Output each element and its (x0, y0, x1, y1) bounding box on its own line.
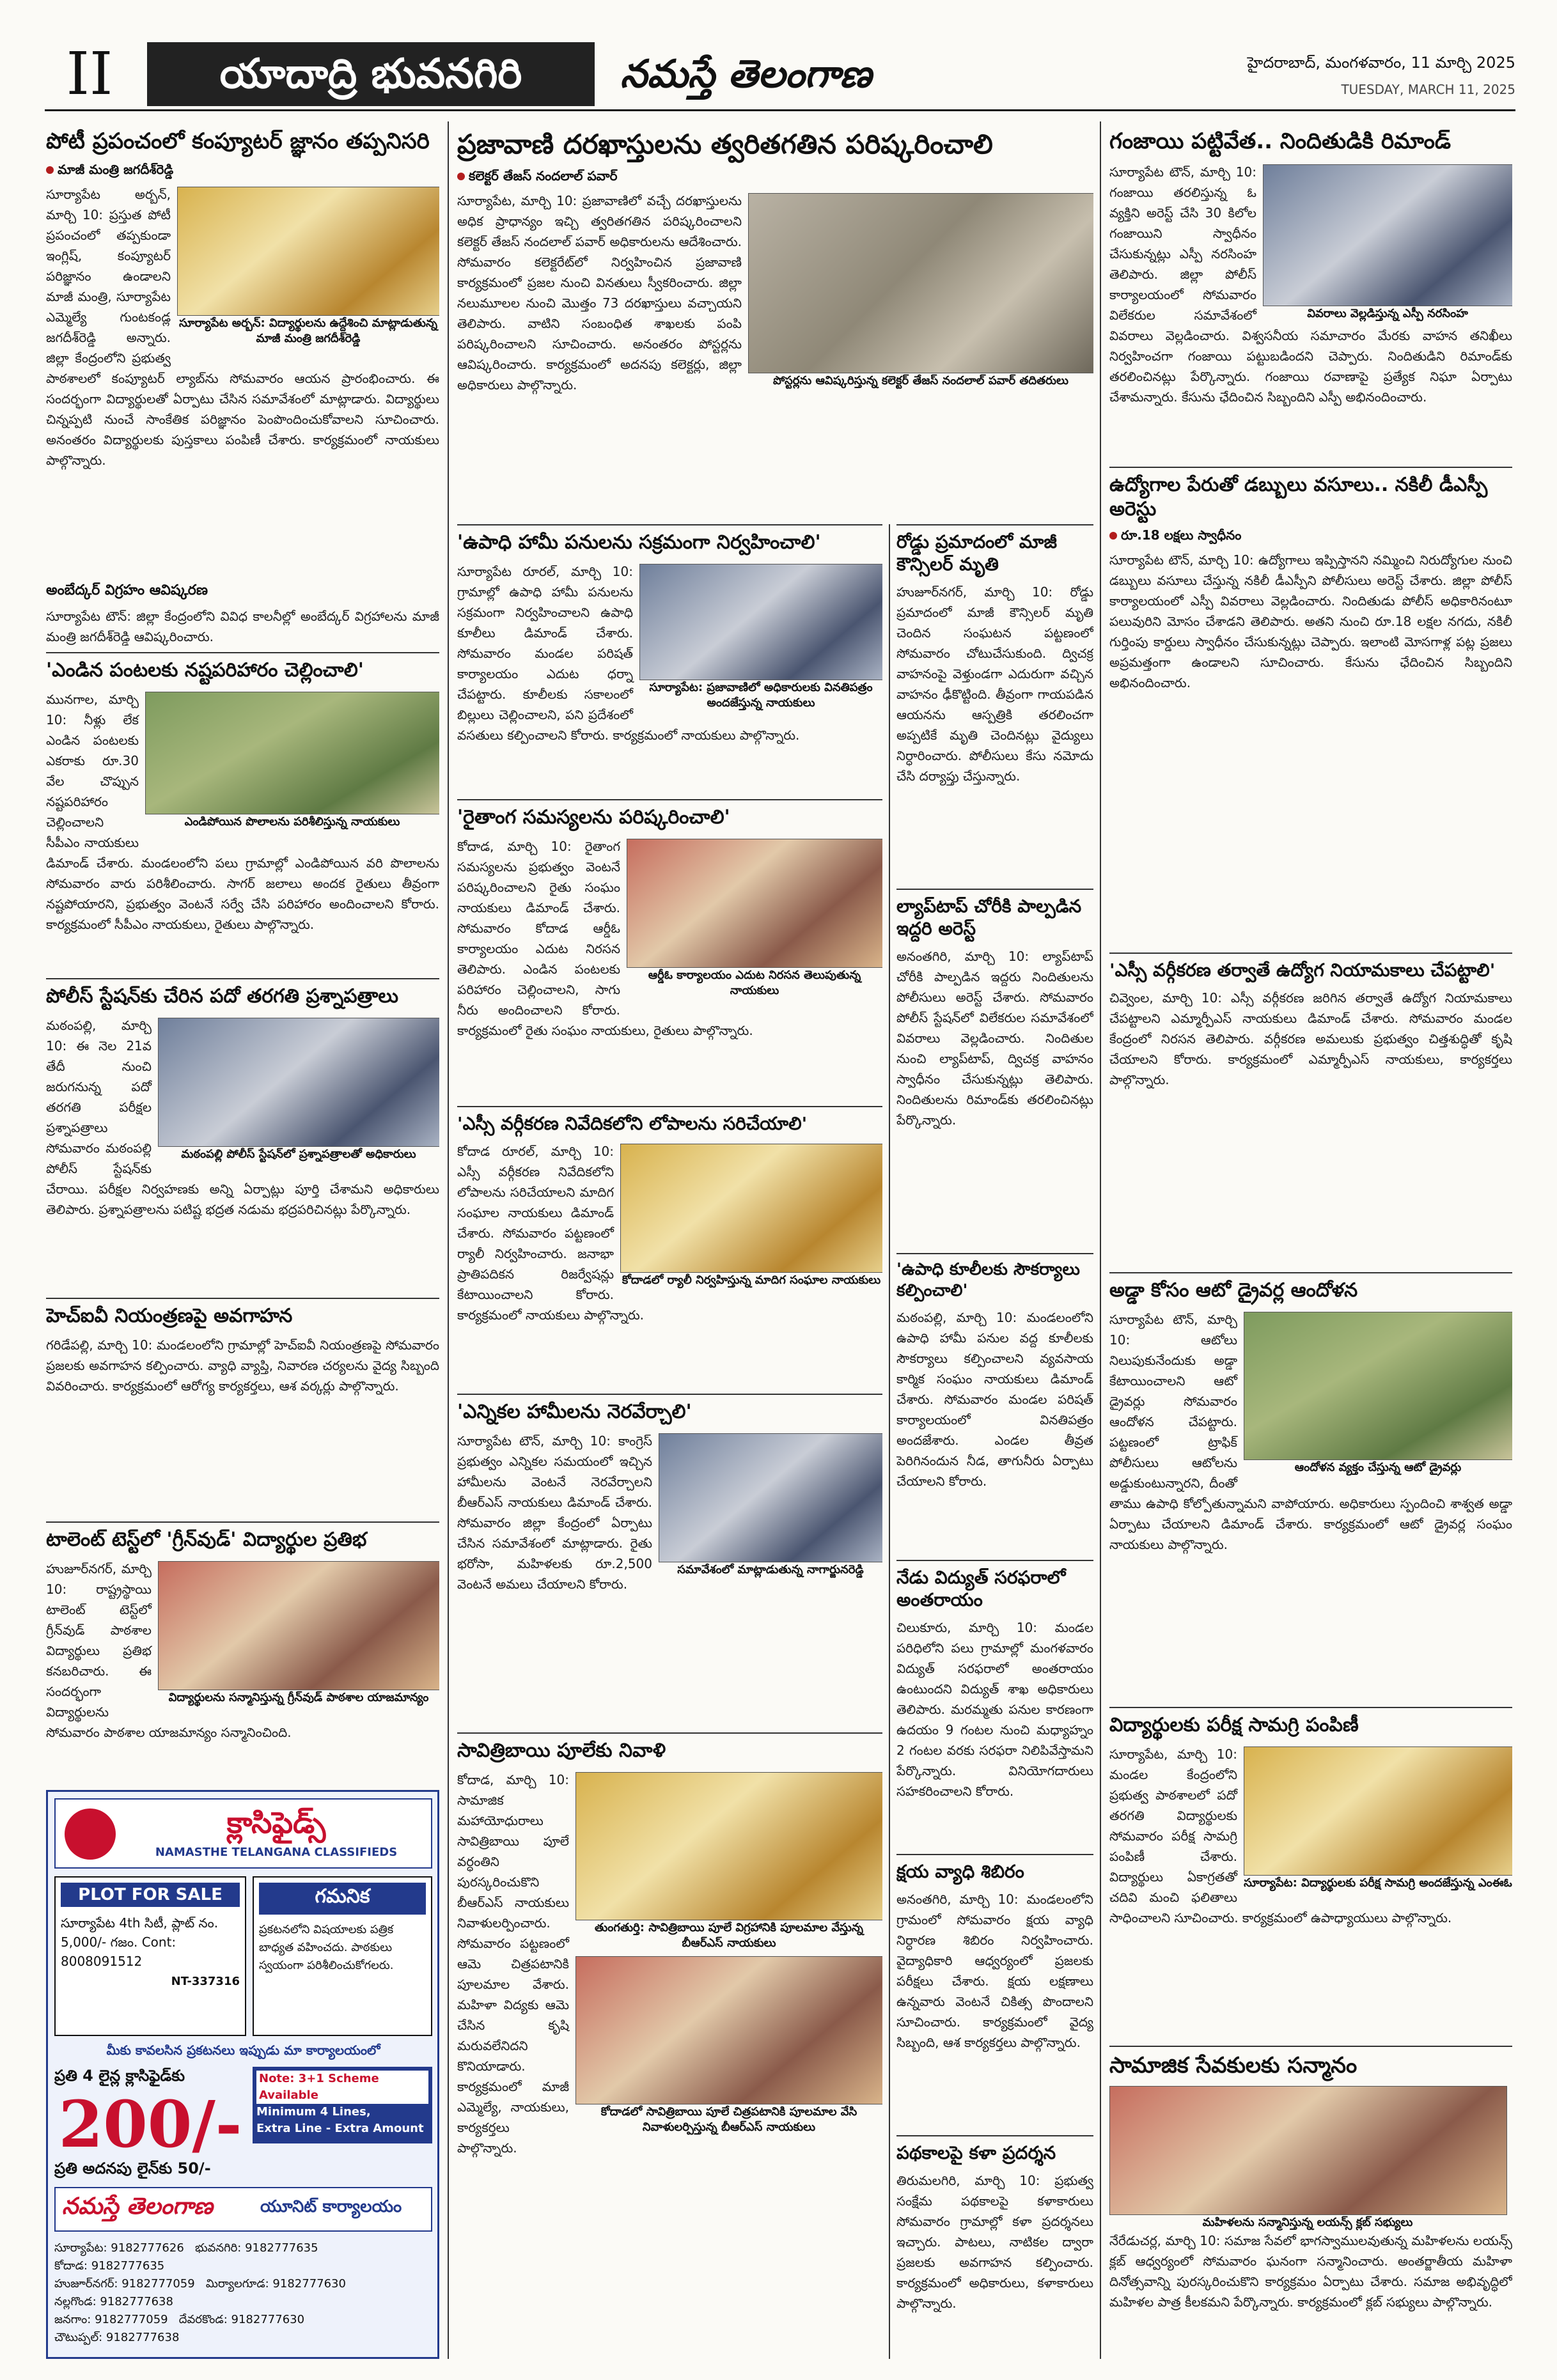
article-body: సూర్యాపేట టౌన్: జిల్లా కేంద్రంలోని వివిధ కాలనీల్లో అంబేద్కర్ విగ్రహాలను మాజీ మంత్రి జగదీశ్‌రెడ్డి ఆవిష్కరించారు. (46, 608, 439, 644)
photo-block (1263, 164, 1512, 322)
article-ganja-seizure (1109, 128, 1512, 460)
article-prajavani (457, 128, 1093, 518)
photo-block (177, 187, 439, 346)
photo-police-station (158, 1018, 439, 1147)
headline: సావిత్రిబాయి పూలేకు నివాళి (457, 1739, 666, 1762)
headline: గంజాయి పట్టివేత.. నిందితుడికి రిమాండ్ (1109, 128, 1451, 154)
paper-logo-icon (65, 1808, 116, 1860)
photo-sp-press-meet (1263, 164, 1512, 306)
photo-caption: సమావేశంలో మాట్లాడుతున్న నాగార్జునరెడ్డి (677, 1562, 864, 1576)
headline: ఉద్యోగాల పేరుతో డబ్బులు వసూలు.. నకిలీ డీఎస్పీ అరెస్టు (1109, 474, 1488, 520)
headline: పథకాలపై కళా ప్రదర్శన (896, 2142, 1056, 2163)
headline: 'ఎస్సీ వర్గీకరణ తర్వాతే ఉద్యోగ నియామకాలు చేపట్టాలి' (1109, 960, 1496, 981)
photo-students (158, 1561, 439, 1690)
article-talent-test (46, 1521, 439, 1777)
article-body: సూర్యాపేట టౌన్, మార్చి 10: గంజాయి తరలిస్తున్న ఓ వ్యక్తిని అరెస్ట్ చేసి 30 కిలోల గంజాయిని స్వాధీనం చేసుకున్నట్లు ఎస్పీ నరసింహ తెలిపారు. జిల్లా పోలీస్ కార్యాలయంలో సోమవారం విలేకరుల సమావేశంలో వివరాలు వెల్లడించారు. విశ్వసనీయ సమాచారం మేరకు వాహన తనిఖీలు నిర్వహించగా గంజాయి పట్టుబడిందని చెప్పారు. నిందితుడిని రిమాండ్‌కు తరలించినట్లు పేర్కొన్నారు. గంజాయి రవాణాపై ప్రత్యేక నిఘా ఏర్పాటు చేశామన్నారు. కేసును ఛేదించిన సిబ్బందిని ఎస్పీ అభినందించారు. (1109, 164, 1512, 405)
photo-block (1244, 1312, 1512, 1475)
district-title: యాదాద్రి భువనగిరి (147, 42, 595, 106)
dateline-te: హైదరాబాద్, మంగళవారం, 11 మార్చి 2025 (1247, 54, 1515, 72)
article-body: అనంతగిరి, మార్చి 10: మండలంలోని గ్రామంలో సోమవారం క్షయ వ్యాధి నిర్ధారణ శిబిరం నిర్వహించారు. వైద్యాధికారి ఆధ్వర్యంలో ప్రజలకు పరీక్షలు చేశారు. క్షయ లక్షణాలు ఉన్నవారు వెంటనే చికిత్స పొందాలని సూచించారు. కార్యక్రమంలో వైద్య సిబ్బంది, ఆశ కార్యకర్తలు పాల్గొన్నారు. (896, 1892, 1093, 2050)
photo-caption: తుంగతుర్తి: సావిత్రిబాయి పూలే విగ్రహానికి పూలమాల వేస్తున్న బీఆర్‌ఎస్ నాయకులు (594, 1920, 864, 1950)
classifieds-brand-sub: NAMASTHE TELANGANA CLASSIFIEDS (155, 1846, 398, 1859)
photo-protest (627, 839, 882, 968)
article-sc-classification-report (457, 1106, 882, 1387)
photo-block (1244, 1746, 1512, 1891)
photo-dried-fields (145, 692, 439, 814)
headline: అంబేద్కర్ విగ్రహం ఆవిష్కరణ (46, 582, 208, 598)
photo-caption: విద్యార్థులను సన్మానిస్తున్న గ్రీన్‌వుడ్ పాఠశాల యాజమాన్యం (168, 1690, 429, 1704)
photo-portrait-garland (575, 1956, 882, 2104)
photo-block (659, 1433, 882, 1578)
price: 200/- (58, 2087, 242, 2162)
article-crop-compensation (46, 652, 439, 972)
photo-caption: మఠంపల్లి పోలీస్ స్టేషన్‌లో ప్రశ్నాపత్రాలతో అధికారులు (181, 1147, 416, 1161)
photo-caption: వివరాలు వెల్లడిస్తున్న ఎస్పీ నరసింహ (1307, 306, 1468, 320)
article-body: మఠంపల్లి, మార్చి 10: ఈ నెల 21వ తేదీ నుంచి జరుగనున్న పదో తరగతి పరీక్షల ప్రశ్నాపత్రాలు సోమవారం మఠంపల్లి పోలీస్ స్టేషన్‌కు చేరాయి. పరీక్షల నిర్వహణకు అన్ని ఏర్పాట్లు పూర్తి చేశామని అధికారులు తెలిపారు. ప్రశ్నాపత్రాలను పటిష్ట భద్రత నడుమ భద్రపరిచినట్లు పేర్కొన్నారు. (46, 1017, 439, 1217)
headline: 'ఎండిన పంటలకు నష్టపరిహారం చెల్లించాలి' (46, 659, 364, 681)
page-number: II (66, 40, 113, 108)
headline: సామాజిక సేవకులకు సన్మానం (1109, 2053, 1357, 2078)
article-body: సూర్యాపేట టౌన్, మార్చి 10: ఆటోలు నిలుపుకునేందుకు అడ్డా కేటాయించాలని ఆటో డ్రైవర్లు సోమవారం ఆందోళన చేపట్టారు. పట్టణంలో ట్రాఫిక్ పోలీసులు ఆటోలను అడ్డుకుంటున్నారని, దీంతో తాము ఉపాధి కోల్పోతున్నామని వాపోయారు. అధికారులు స్పందించి శాశ్వత అడ్డా ఏర్పాటు చేయాలని డిమాండ్ చేశారు. కార్యక్రమంలో ఆటో డ్రైవర్ల సంఘం నాయకులు పాల్గొన్నారు. (1109, 1311, 1512, 1552)
headline: 'ఎస్సీ వర్గీకరణ నివేదికలోని లోపాలను సరిచేయాలి' (457, 1113, 808, 1134)
phone-row: సూర్యాపేట: 9182777626 భువనగిరి: 9182777635 కోదాడ: 9182777635 (54, 2241, 318, 2273)
photo-auto-drivers (1244, 1312, 1512, 1460)
article-power-outage (896, 1560, 1093, 1847)
headline: 'ఉపాధి కూలీలకు సౌకర్యాలు కల్పించాలి' (896, 1260, 1080, 1300)
photo-caption: కోదాడలో ర్యాలీ నిర్వహిస్తున్న మాదిగ సంఘాల నాయకులు (622, 1273, 881, 1287)
photo-block (575, 1772, 882, 2135)
article-sc-classification-jobs (1109, 953, 1512, 1266)
footer-paper: నమస్తే తెలంగాణ (62, 2193, 213, 2220)
article-computer-knowledge (46, 128, 439, 575)
headline: 'రైతాంగ సమస్యలను పరిష్కరించాలి' (457, 806, 730, 828)
article-body: కోదాడ రూరల్, మార్చి 10: ఎస్సీ వర్గీకరణ నివేదికలోని లోపాలను సరిచేయాలని మాదిగ సంఘాల నాయకులు డిమాండ్ చేశారు. సోమవారం పట్టణంలో ర్యాలీ నిర్వహించారు. జనాభా ప్రాతిపదికన రిజర్వేషన్లు కేటాయించాలని కోరారు. కార్యక్రమంలో నాయకులు పాల్గొన్నారు. (457, 1144, 645, 1323)
article-hiv-awareness (46, 1298, 439, 1515)
photo-block (748, 193, 1093, 389)
photo-rally (620, 1144, 882, 1273)
offer-note: Note: 3+1 Scheme Available (256, 2071, 428, 2104)
price-extra: ప్రతి అదనపు లైన్‌కు 50/- (54, 2159, 211, 2177)
photo-collector-posters (748, 193, 1093, 373)
article-road-accident (896, 524, 1093, 882)
headline: రోడ్డు ప్రమాదంలో మాజీ కౌన్సిలర్ మృతి (896, 531, 1057, 575)
article-exam-materials (1109, 1707, 1512, 2039)
article-body: సూర్యాపేట టౌన్, మార్చి 10: కాంగ్రెస్ ప్రభుత్వం ఎన్నికల సమయంలో ఇచ్చిన హామీలను వెంటనే నెరవేర్చాలని బీఆర్‌ఎస్ నాయకులు డిమాండ్ చేశారు. సోమవారం జిల్లా కేంద్రంలో ఏర్పాటు చేసిన సమావేశంలో మాట్లాడారు. రైతు భరోసా, మహిళలకు రూ.2,500 వెంటనే అమలు చేయాలని కోరారు. (457, 1433, 652, 1592)
article-social-workers-honor (1109, 2046, 1512, 2359)
headline: ల్యాప్‌టాప్ చోరీకి పాల్పడిన ఇద్దరి అరెస్ట్ (896, 896, 1082, 939)
headline: పోటీ ప్రపంచంలో కంప్యూటర్ జ్ఞానం తప్పనిసరి (46, 128, 430, 154)
photo-caption: సూర్యాపేట: ప్రజావాణిలో అధికారులకు వినతిపత్రం అందజేస్తున్న నాయకులు (649, 680, 873, 710)
article-body: నేరేడుచర్ల, మార్చి 10: సమాజ సేవలో భాగస్వాములవుతున్న మహిళలను లయన్స్ క్లబ్ ఆధ్వర్యంలో సోమవారం ఘనంగా సన్మానించారు. అంతర్జాతీయ మహిళా దినోత్సవాన్ని పురస్కరించుకొని కార్యక్రమం ఏర్పాటు చేశారు. సమాజ అభివృద్ధిలో మహిళల పాత్ర కీలకమని పేర్కొన్నారు. కార్యక్రమంలో క్లబ్ సభ్యులు పాల్గొన్నారు. (1109, 2232, 1512, 2310)
notice-title: గమనిక (259, 1883, 426, 1915)
article-body: మునగాల, మార్చి 10: నీళ్లు లేక ఎండిన పంటలకు ఎకరాకు రూ.30 వేల చొప్పున నష్టపరిహారం చెల్లించాలని సీపీఎం నాయకులు డిమాండ్ చేశారు. మండలంలోని పలు గ్రామాల్లో ఎండిపోయిన వరి పొలాలను సోమవారం వారు పరిశీలించారు. సాగర్ జలాలు అందక రైతులు తీవ్రంగా నష్టపోయారని, ప్రభుత్వం వెంటనే సర్వే చేసి పరిహారం అందించాలని కోరారు. కార్యక్రమంలో సీపీఎం నాయకులు, రైతులు పాల్గొన్నారు. (46, 691, 439, 932)
classifieds-brand: క్లాసిఫైడ్స్ (226, 1805, 326, 1840)
masthead (45, 40, 1515, 111)
bullet-icon (1109, 532, 1117, 540)
headline: నేడు విద్యుత్ సరఫరాలో అంతరాయం (896, 1567, 1066, 1610)
photo-block (620, 1144, 882, 1288)
classifieds-ad (46, 1790, 439, 2359)
photo-caption: ఆందోళన వ్యక్తం చేస్తున్న ఆటో డ్రైవర్లు (1294, 1460, 1462, 1474)
byline: మాజీ మంత్రి జగదీశ్‌రెడ్డి (46, 162, 439, 180)
photo-meeting (659, 1433, 882, 1562)
article-body: సూర్యాపేట, మార్చి 10: మండల కేంద్రంలోని ప్రభుత్వ పాఠశాలలో పదో తరగతి విద్యార్థులకు సోమవారం పరీక్ష సామగ్రి పంపిణీ చేశారు. విద్యార్థులు ఏకాగ్రతతో చదివి మంచి ఫలితాలు సాధించాలని సూచించారు. కార్యక్రమంలో ఉపాధ్యాయులు పాల్గొన్నారు. (1109, 1746, 1452, 1925)
offer-box (253, 2067, 432, 2143)
office-banner (54, 2187, 432, 2232)
article-savitribai-tribute (457, 1732, 882, 2359)
headline: 'ఎన్నికల హామీలను నెరవేర్చాలి' (457, 1401, 692, 1423)
headline: విద్యార్థులకు పరీక్ష సామగ్రి పంపిణీ (1109, 1714, 1359, 1736)
byline: కలెక్టర్ తేజస్ నందలాల్ పవార్ (457, 168, 1093, 187)
photo-block (639, 564, 882, 711)
article-upadhi-hami (457, 524, 882, 793)
photo-exam-kits (1244, 1746, 1512, 1876)
article-auto-drivers (1109, 1272, 1512, 1700)
column-rule (1100, 121, 1101, 2359)
photo-caption: పోస్టర్లను ఆవిష్కరిస్తున్న కలెక్టర్ తేజస్ నందలాల్ పవార్ తదితరులు (772, 373, 1069, 387)
headline: ప్రజావాణి దరఖాస్తులను త్వరితగతిన పరిష్కరించాలి (457, 128, 993, 160)
photo-caption: ఎండిపోయిన పొలాలను పరిశీలిస్తున్న నాయకులు (184, 814, 400, 828)
article-body: హుజూర్‌నగర్, మార్చి 10: రోడ్డు ప్రమాదంలో మాజీ కౌన్సిలర్ మృతి చెందిన సంఘటన పట్టణంలో సోమవారం చోటుచేసుకుంది. ద్విచక్ర వాహనంపై వెళ్తుండగా ఎదురుగా వచ్చిన వాహనం ఢీకొట్టింది. తీవ్రంగా గాయపడిన ఆయనను ఆస్పత్రికి తరలించగా అప్పటికే మృతి చెందినట్లు వైద్యులు నిర్ధారించారు. పోలీసులు కేసు నమోదు చేసి దర్యాప్తు చేస్తున్నారు. (896, 584, 1093, 784)
photo-statue-garland (575, 1772, 882, 1920)
dateline-en: TUESDAY, MARCH 11, 2025 (1341, 82, 1515, 97)
phone-list (54, 2239, 432, 2354)
offer-extra: Extra Line - Extra Amount (256, 2122, 424, 2135)
article-body: తిరుమలగిరి, మార్చి 10: ప్రభుత్వ సంక్షేమ పథకాలపై కళాకారులు సోమవారం గ్రామాల్లో కళా ప్రదర్శనలు ఇచ్చారు. పాటలు, నాటికల ద్వారా ప్రజలకు అవగాహన కల్పించారు. కార్యక్రమంలో అధికారులు, కళాకారులు పాల్గొన్నారు. (896, 2173, 1093, 2311)
headline: పోలీస్ స్టేషన్‌కు చేరిన పదో తరగతి ప్రశ్నాపత్రాలు (46, 985, 399, 1007)
headline: హెచ్‌ఐవీ నియంత్రణపై అవగాహన (46, 1305, 293, 1327)
article-laptop-theft (896, 889, 1093, 1247)
article-body: సూర్యాపేట టౌన్, మార్చి 10: ఉద్యోగాలు ఇప్పిస్తానని నమ్మించి నిరుద్యోగుల నుంచి డబ్బులు వసూలు చేస్తున్న నకిలీ డీఎస్పీని పోలీసులు అరెస్ట్ చేశారు. జిల్లా పోలీస్ కార్యాలయంలో ఎస్పీ వివరాలు వెల్లడించారు. నిందితుడు పోలీస్ అధికారినంటూ పలువురిని మోసం చేశాడని తెలిపారు. అతని నుంచి రూ.18 లక్షల నగదు, నకిలీ గుర్తింపు కార్డులు స్వాధీనం చేసుకున్నట్లు చెప్పారు. ఇలాంటి మోసగాళ్ల పట్ల ప్రజలు అప్రమత్తంగా ఉండాలని సూచించారు. కేసును ఛేదించిన సిబ్బందిని అభినందించారు. (1109, 552, 1512, 690)
headline: అడ్డా కోసం ఆటో డ్రైవర్ల ఆందోళన (1109, 1279, 1358, 1302)
headline: టాలెంట్ టెస్ట్‌లో 'గ్రీన్‌వుడ్' విద్యార్థుల ప్రతిభ (46, 1528, 367, 1551)
bullet-icon (46, 166, 54, 174)
photo-caption: కోదాడలో సావిత్రిబాయి పూలే చిత్రపటానికి పూలమాల వేసి నివాళులర్పిస్తున్న బీఆర్‌ఎస్ నాయకులు (600, 2104, 857, 2134)
article-body: సూర్యాపేట రూరల్, మార్చి 10: గ్రామాల్లో ఉపాధి హామీ పనులను సక్రమంగా నిర్వహించాలని ఉపాధి కూలీలు డిమాండ్ చేశారు. సోమవారం మండల పరిషత్ కార్యాలయం ఎదుట ధర్నా చేపట్టారు. కూలీలకు సకాలంలో బిల్లులు చెల్లించాలని, పని ప్రదేశంలో వసతులు కల్పించాలని కోరారు. కార్యక్రమంలో నాయకులు పాల్గొన్నారు. (457, 563, 800, 743)
article-body: హుజూర్‌నగర్, మార్చి 10: రాష్ట్రస్థాయి టాలెంట్ టెస్ట్‌లో గ్రీన్‌వుడ్ పాఠశాల విద్యార్థులు ప్రతిభ కనబరిచారు. ఈ సందర్భంగా విద్యార్థులను సోమవారం పాఠశాల యాజమాన్యం సన్మానించింది. (46, 1560, 292, 1740)
photo-caption: ఆర్డీఓ కార్యాలయం ఎదుట నిరసన తెలుపుతున్న నాయకులు (648, 968, 861, 997)
photo-block (158, 1018, 439, 1162)
article-body: అనంతగిరి, మార్చి 10: ల్యాప్‌టాప్ చోరీకి పాల్పడిన ఇద్దరు నిందితులను పోలీసులు అరెస్ట్ చేశారు. సోమవారం పోలీస్ స్టేషన్‌లో విలేకరుల సమావేశంలో వివరాలు వెల్లడించారు. నిందితుల నుంచి ల్యాప్‌టాప్, ద్విచక్ర వాహనం స్వాధీనం చేసుకున్నట్లు తెలిపారు. నిందితులను రిమాండ్‌కు తరలించినట్లు పేర్కొన్నారు. (896, 949, 1093, 1128)
article-ambedkar-statue (46, 582, 439, 646)
bullet-icon (457, 173, 465, 180)
headline: 'ఉపాధి హామీ పనులను సక్రమంగా నిర్వహించాలి' (457, 531, 821, 554)
photo-caption: మహిళలను సన్మానిస్తున్న లయన్స్ క్లబ్ సభ్యులు (1202, 2215, 1413, 2229)
paper-name: నమస్తే తెలంగాణ (620, 52, 872, 97)
article-body: మఠంపల్లి, మార్చి 10: మండలంలోని ఉపాధి హామీ పనుల వద్ద కూలీలకు సౌకర్యాలు కల్పించాలని వ్యవసాయ కార్మిక సంఘం నాయకులు డిమాండ్ చేశారు. సోమవారం మండల పరిషత్ కార్యాలయంలో వినతిపత్రం అందజేశారు. ఎండల తీవ్రత పెరిగినందున నీడ, తాగునీరు ఏర్పాటు చేయాలని కోరారు. (896, 1310, 1093, 1489)
article-art-performance (896, 2135, 1093, 2359)
photo-block (1109, 2086, 1506, 2230)
notice-text: ప్రకటనలోని విషయాలకు పత్రిక బాధ్యత వహించదు. పాఠకులు స్వయంగా పరిశీలించుకోగలరు. (259, 1923, 394, 1972)
article-fake-dsp-arrest (1109, 467, 1512, 946)
article-body: కోదాడ, మార్చి 10: రైతాంగ సమస్యలను ప్రభుత్వం వెంటనే పరిష్కరించాలని రైతు సంఘం నాయకులు డిమాండ్ చేశారు. సోమవారం కోదాడ ఆర్డీఓ కార్యాలయం ఎదుట నిరసన తెలిపారు. ఎండిన పంటలకు పరిహారం చెల్లించాలని, సాగు నీరు అందించాలని కోరారు. కార్యక్రమంలో రైతు సంఘం నాయకులు, రైతులు పాల్గొన్నారు. (457, 838, 753, 1038)
photo-block (627, 839, 882, 999)
promo-line-2: ప్రతి 4 లైన్ల క్లాసిఫైడ్‌కు (54, 2067, 185, 2085)
phone-row: జనగాం: 9182777059 దేవరకొండ: 9182777630 చౌటుప్పల్: 9182777638 (54, 2313, 305, 2344)
photo-petition (639, 564, 882, 680)
article-farmers-issues (457, 799, 882, 1100)
offer-min: Minimum 4 Lines, (256, 2105, 371, 2119)
article-body: చివ్వెంల, మార్చి 10: ఎస్సీ వర్గీకరణ జరిగిన తర్వాతే ఉద్యోగ నియామకాలు చేపట్టాలని ఎమ్మార్పీఎస్ నాయకులు డిమాండ్ చేశారు. సోమవారం మండల కేంద్రంలో నిరసన తెలిపారు. వర్గీకరణ అమలుకు ప్రభుత్వం చిత్తశుద్ధితో కృషి చేయాలని కోరారు. కార్యక్రమంలో ఎమ్మార్పీఎస్ నాయకులు, కార్యకర్తలు పాల్గొన్నారు. (1109, 990, 1512, 1087)
classifieds-banner (54, 1798, 432, 1869)
subheadline: రూ.18 లక్షలు స్వాధీనం (1109, 527, 1512, 546)
photo-caption: సూర్యాపేట: విద్యార్థులకు పరీక్ష సామగ్రి అందజేస్తున్న ఎంఈఓ (1244, 1876, 1512, 1890)
promo-line-1: మీకు కావలసిన ప్రకటనలు ఇప్పుడు మా కార్యాలయంలో (106, 2042, 380, 2058)
photo-block (145, 692, 439, 830)
column-rule (448, 121, 449, 2359)
headline: క్షయ వ్యాధి శిబిరం (896, 1861, 1024, 1882)
article-body: చిలుకూరు, మార్చి 10: మండల పరిధిలోని పలు గ్రామాల్లో మంగళవారం విద్యుత్ సరఫరాలో అంతరాయం ఉంటుందని విద్యుత్ శాఖ అధికారులు తెలిపారు. మరమ్మతు పనుల కారణంగా ఉదయం 9 గంటల నుంచి మధ్యాహ్నం 2 గంటల వరకు సరఫరా నిలిపివేస్తామని పేర్కొన్నారు. వినియోగదారులు సహకరించాలని కోరారు. (896, 1620, 1093, 1799)
plot-for-sale-ad (54, 1876, 246, 2036)
photo-block (158, 1561, 439, 1706)
article-question-papers (46, 978, 439, 1291)
photo-caption: సూర్యాపేట అర్బన్: విద్యార్థులను ఉద్దేశించి మాట్లాడుతున్న మాజీ మంత్రి జగదీశ్‌రెడ్డి (179, 316, 437, 345)
photo-computer-lab (177, 187, 439, 316)
article-body: గరిడేపల్లి, మార్చి 10: మండలంలోని గ్రామాల్లో హెచ్‌ఐవీ నియంత్రణపై సోమవారం ప్రజలకు అవగాహన కల్పించారు. వ్యాధి వ్యాప్తి, నివారణ చర్యలను వైద్య సిబ్బంది వివరించారు. కార్యక్రమంలో ఆరోగ్య కార్యకర్తలు, ఆశ వర్కర్లు పాల్గొన్నారు. (46, 1337, 439, 1394)
article-body: సూర్యాపేట అర్బన్, మార్చి 10: ప్రస్తుత పోటీ ప్రపంచంలో తప్పకుండా ఇంగ్లిష్, కంప్యూటర్ పరిజ్ఞానం ఉండాలని మాజీ మంత్రి, సూర్యాపేట ఎమ్మెల్యే గుంటకండ్ల జగదీశ్‌రెడ్డి అన్నారు. జిల్లా కేంద్రంలోని ప్రభుత్వ పాఠశాలలో కంప్యూటర్ ల్యాబ్‌ను సోమవారం ఆయన ప్రారంభించారు. ఈ సందర్భంగా విద్యార్థులతో ఏర్పాటు చేసిన సమావేశంలో మాట్లాడారు. విద్యార్థులు చిన్నప్పటి నుంచే సాంకేతిక పరిజ్ఞానం పెంపొందించుకోవాలని సూచించారు. అనంతరం విద్యార్థులకు పుస్తకాలు పంపిణీ చేశారు. కార్యక్రమంలో నాయకులు పాల్గొన్నారు. (46, 186, 439, 468)
plot-code: NT-337316 (171, 1975, 240, 1988)
photo-women-honored (1109, 2086, 1507, 2215)
notice-box (253, 1876, 432, 2036)
footer-office: యూనిట్ కార్యాలయం (260, 2197, 402, 2216)
plot-title: PLOT FOR SALE (61, 1883, 240, 1907)
plot-text: సూర్యాపేట 4th సిటీ, ప్లాట్ నం. 5,000/- గజం. Cont: 8008091512 (61, 1915, 219, 1969)
article-upadhi-facilities (896, 1253, 1093, 1553)
article-body: సూర్యాపేట, మార్చి 10: ప్రజావాణిలో వచ్చే దరఖాస్తులను అధిక ప్రాధాన్యం ఇచ్చి త్వరితగతిన పరిష్కరించాలని కలెక్టర్ తేజస్ నందలాల్ పవార్ అధికారులను ఆదేశించారు. సోమవారం కలెక్టరేట్‌లో నిర్వహించిన ప్రజావాణి కార్యక్రమంలో ప్రజల నుంచి వినతులు స్వీకరించారు. జిల్లా నలుమూలల నుంచి మొత్తం 73 దరఖాస్తులు వచ్చాయని తెలిపారు. వాటిని సంబంధిత శాఖలకు పంపి పరిష్కరించాలని సూచించారు. అనంతరం పోస్టర్లను ఆవిష్కరించారు. కార్యక్రమంలో అదనపు కలెక్టర్లు, జిల్లా అధికారులు పాల్గొన్నారు. (457, 192, 742, 393)
phone-row: హుజూర్‌నగర్: 9182777059 మిర్యాలగూడ: 9182777630 నల్లగొండ: 9182777638 (54, 2277, 346, 2308)
article-tb-camp (896, 1854, 1093, 2129)
column-rule (889, 524, 890, 2359)
article-election-promises (457, 1394, 882, 1726)
article-body: కోదాడ, మార్చి 10: సామాజిక మహాయోధురాలు సావిత్రిబాయి పూలే వర్ధంతిని పురస్కరించుకొని బీఆర్‌ఎస్ నాయకులు నివాళులర్పించారు. సోమవారం పట్టణంలో ఆమె చిత్రపటానికి పూలమాల వేశారు. మహిళా విద్యకు ఆమె చేసిన కృషి మరువలేనిదని కొనియాడారు. కార్యక్రమంలో మాజీ ఎమ్మెల్యే, నాయకులు, కార్యకర్తలు పాల్గొన్నారు. (457, 1771, 569, 2156)
